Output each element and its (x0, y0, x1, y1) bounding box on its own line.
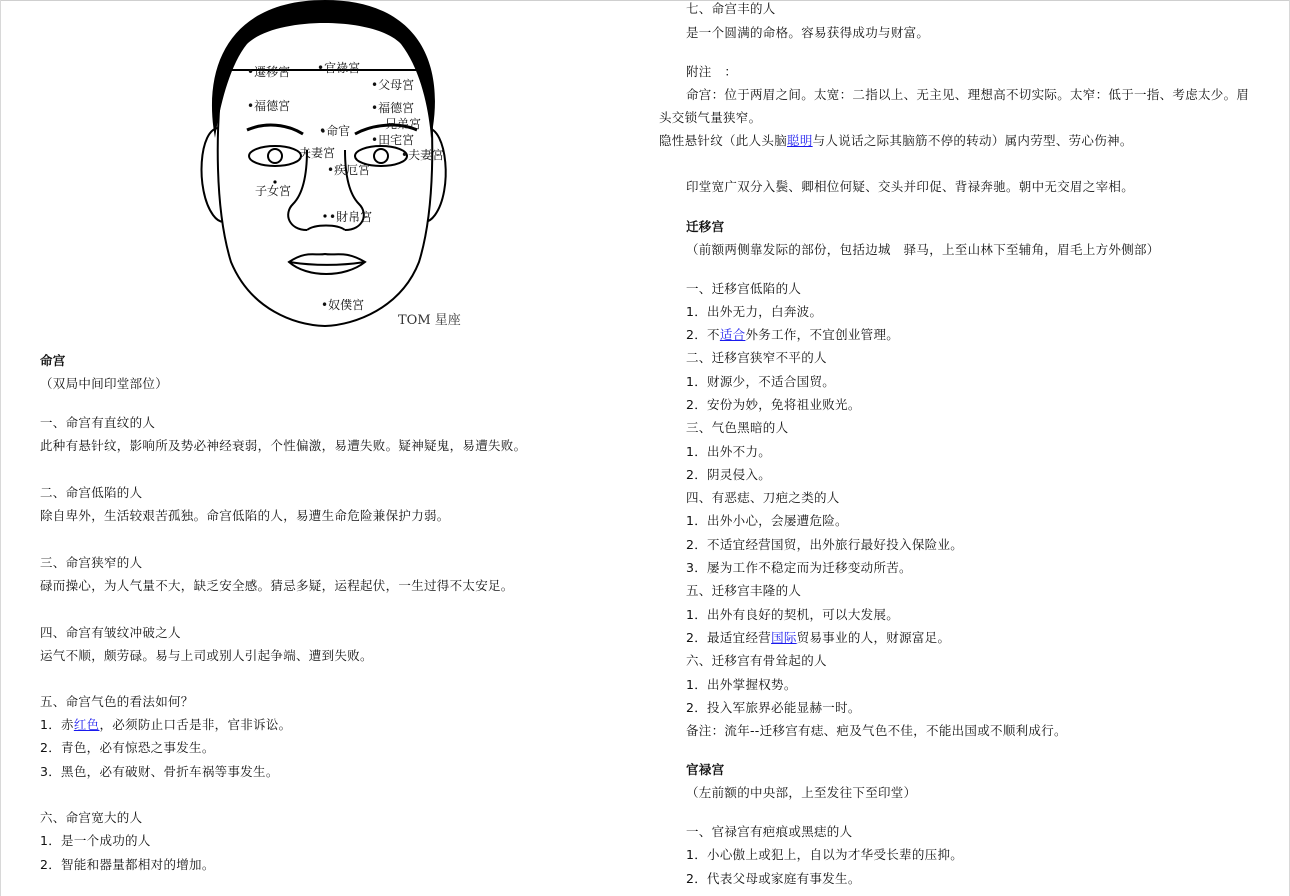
face-diagram (195, 0, 465, 332)
text-segment: 1．赤 (40, 717, 74, 732)
label-qianyi-left: •遷移宮 (247, 65, 291, 79)
ming-item3-heading: 三、命宫狭窄的人 (40, 555, 143, 570)
ming-item7-body: 是一个圆满的命格。容易获得成功与财富。 (686, 25, 930, 40)
ming-item2-body: 除自卑外，生活较艰苦孤独。命宫低陷的人，易遭生命危险兼保护力弱。 (40, 508, 450, 523)
ming-item6-line1: 1．是一个成功的人 (40, 833, 151, 848)
label-fude-left: •福德宮 (247, 99, 291, 113)
link-international[interactable]: 国际 (771, 630, 797, 645)
section-title-qianyi: 迁移宫 (686, 219, 725, 234)
text-segment: 与人说话之际其脑筋不停的转动）属内劳型、劳心伤神。 (812, 133, 1133, 148)
label-ming: •命官 (319, 124, 351, 138)
ming-item6-line2: 2．智能和器量都相对的增加。 (40, 857, 215, 872)
text-segment: 外务工作，不宜创业管理。 (745, 327, 900, 342)
guanlu-subtitle: （左前额的中央部，上至发往下至印堂） (686, 785, 917, 800)
ming-item7-heading: 七、命宫丰的人 (686, 1, 776, 16)
label-fude-right: •福德宮 (371, 101, 415, 115)
qianyi-item1-line1: 1．出外无力，白奔波。 (686, 304, 823, 319)
left-pupil (268, 149, 282, 163)
top-border (0, 0, 1290, 1)
label-nupu: •奴僕宮 (321, 298, 365, 312)
qianyi-item3-line2: 2．阴灵侵入。 (686, 467, 772, 482)
note-line3: 印堂宽广双分入鬓、卿相位何疑、交头并印促、背禄奔驰。朝中无交眉之宰相。 (686, 179, 1135, 194)
qianyi-item1-heading: 一、迁移宫低陷的人 (686, 281, 802, 296)
note-line1-cont: 头交锁气量狭窄。 (659, 110, 762, 125)
qianyi-item6-line1: 1．出外掌握权势。 (686, 677, 797, 692)
text-segment: 2．最适宜经营 (686, 630, 772, 645)
qianyi-item5-line2 (686, 630, 950, 646)
text-segment: 2．不 (686, 327, 720, 342)
link-suitable[interactable]: 适合 (719, 327, 746, 342)
qianyi-item1-line2 (686, 327, 899, 343)
label-guanlu: •官祿宮 (317, 61, 361, 75)
ming-item4-body: 运气不顺，颇劳碌。易与上司或别人引起争端、遭到失败。 (40, 648, 373, 663)
text-segment: 隐性悬针纹（此人头脑 (659, 133, 788, 148)
qianyi-item5-heading: 五、迁移宫丰隆的人 (686, 583, 802, 598)
qianyi-item4-line2: 2．不适宜经营国贸，出外旅行最好投入保险业。 (686, 537, 964, 552)
guanlu-item1-line1: 1．小心傲上或犯上，自以为才华受长辈的压抑。 (686, 847, 964, 862)
label-xiongdi: 兄弟宮 (385, 117, 422, 131)
qianyi-item6-line2: 2．投入军旅界必能显赫一时。 (686, 700, 861, 715)
qianyi-item3-heading: 三、气色黑暗的人 (686, 420, 789, 435)
ming-item5-line1 (40, 717, 291, 733)
link-red-color[interactable]: 红色 (73, 717, 100, 732)
note-line2 (659, 133, 1133, 149)
right-pupil (374, 149, 388, 163)
ming-item6-heading: 六、命宫宽大的人 (40, 810, 143, 825)
ming-item2-heading: 二、命宫低陷的人 (40, 485, 143, 500)
text-segment: 贸易事业的人，财源富足。 (796, 630, 951, 645)
label-fumu: •父母宮 (371, 78, 415, 92)
page-left-edge (0, 0, 1, 896)
ming-item4-heading: 四、命宫有皱纹冲破之人 (40, 625, 181, 640)
label-jie: •疾厄宮 (327, 163, 371, 177)
guanlu-item1-line2: 2．代表父母或家庭有事发生。 (686, 871, 861, 886)
label-caibo: •財帛宮 (329, 210, 373, 224)
note-heading: 附注 ： (686, 64, 738, 79)
guanlu-item1-heading: 一、官禄宫有疤痕或黑痣的人 (686, 824, 853, 839)
figure-signature: TOM 星座 (398, 313, 461, 328)
qianyi-item2-line1: 1．财源少，不适合国贸。 (686, 374, 836, 389)
ming-item5-line2: 2．青色，必有惊恐之事发生。 (40, 740, 215, 755)
qianyi-item6-heading: 六、迁移宫有骨耸起的人 (686, 653, 827, 668)
link-smart[interactable]: 聪明 (787, 133, 813, 148)
ming-item5-heading: 五、命宫气色的看法如何？ (40, 694, 194, 709)
label-fuqi-left: 夫妻宮 (299, 146, 336, 160)
ming-item1-heading: 一、命宫有直纹的人 (40, 415, 156, 430)
text-segment: ，必须防止口舌是非，官非诉讼。 (99, 717, 292, 732)
ming-item5-line3: 3．黑色，必有破财、骨折车祸等事发生。 (40, 764, 279, 779)
qianyi-item2-line2: 2．安份为妙，免将祖业败光。 (686, 397, 861, 412)
label-tianzhai: •田宅宮 (371, 133, 415, 147)
qianyi-item4-heading: 四、有恶痣、刀疤之类的人 (686, 490, 840, 505)
qianyi-item2-heading: 二、迁移宫狭窄不平的人 (686, 350, 827, 365)
ming-subtitle: （双局中间印堂部位） (40, 376, 169, 391)
qianyi-item4-line1: 1．出外小心，会屡遭危险。 (686, 513, 848, 528)
section-title-ming: 命宫 (40, 353, 66, 368)
section-title-guanlu: 官禄宫 (686, 762, 725, 777)
qianyi-item3-line1: 1．出外不力。 (686, 444, 772, 459)
ming-item3-body: 碌而操心，为人气量不大，缺乏安全感。猜忌多疑，运程起伏，一生过得不太安足。 (40, 578, 514, 593)
qianyi-item5-line1: 1．出外有良好的契机，可以大发展。 (686, 607, 900, 622)
label-zinv: 子女宮 (255, 184, 292, 198)
label-fuqi-right: •夫妻宮 (401, 148, 445, 162)
qianyi-subtitle: （前额两侧靠发际的部份，包括边城 驿马，上至山林下至辅角，眉毛上方外侧部） (686, 242, 1160, 257)
qianyi-item4-line3: 3．屡为工作不稳定而为迁移变动所苦。 (686, 560, 912, 575)
note-line1: 命宫：位于两眉之间。太宽：二指以上、无主见、理想高不切实际。太窄：低于一指、考虑太少。眉 (686, 87, 1250, 102)
ming-item1-body: 此种有悬针纹，影响所及势必神经衰弱，个性偏激，易遭失败。疑神疑鬼，易遭失败。 (40, 438, 527, 453)
qianyi-remark: 备注：流年--迁移宫有痣、疤及气色不佳，不能出国或不顺利成行。 (686, 723, 1067, 738)
